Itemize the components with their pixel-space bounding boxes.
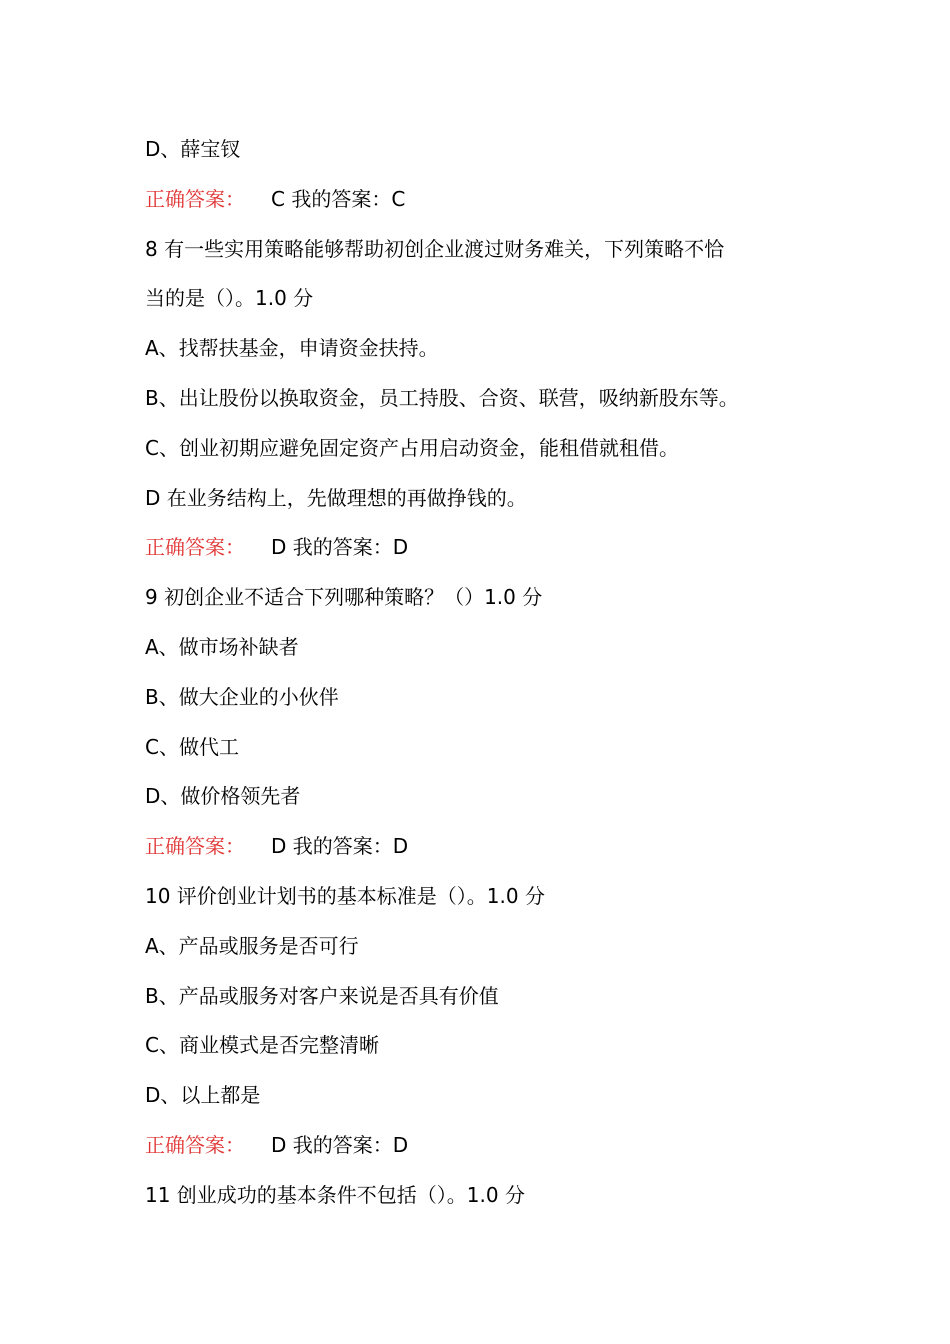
option-a-q8: A、找帮扶基金，申请资金扶持。: [145, 336, 439, 361]
option-b-q10: B、产品或服务对客户来说是否具有价值: [145, 983, 499, 1008]
document-page: [145, 125, 825, 1221]
correct-answer-label: 正确答案：: [145, 535, 245, 560]
question-10: 10 评价创业计划书的基本标准是（）。1.0 分: [145, 883, 545, 908]
answer-line-q9: [145, 822, 825, 872]
answer-line-q7: [145, 175, 825, 225]
option-b-q9: B、做大企业的小伙伴: [145, 684, 339, 709]
answer-line-q10: [145, 1121, 825, 1171]
answer-value: D 我的答案：D: [271, 535, 409, 560]
answer-value: D 我的答案：D: [271, 1132, 409, 1157]
question-8-line-1: 8 有一些实用策略能够帮助初创企业渡过财务难关，下列策略不恰: [145, 236, 725, 261]
answer-value: D 我的答案：D: [271, 834, 409, 859]
option-a-q9: A、做市场补缺者: [145, 634, 299, 659]
option-c-q9: C、做代工: [145, 734, 239, 759]
question-11: 11 创业成功的基本条件不包括（）。1.0 分: [145, 1182, 525, 1207]
answer-value: C 我的答案：C: [271, 186, 406, 211]
option-c-q10: C、商业模式是否完整清晰: [145, 1033, 379, 1058]
option-b-q8: B、出让股份以换取资金，员工持股、合资、联营，吸纳新股东等。: [145, 385, 739, 410]
question-9: 9 初创企业不适合下列哪种策略？（）1.0 分: [145, 585, 543, 610]
option-d-q8: D 在业务结构上，先做理想的再做挣钱的。: [145, 485, 527, 510]
option-d-q7: D、薛宝钗: [145, 137, 241, 161]
answer-line-q8: [145, 523, 825, 573]
option-c-q8: C、创业初期应避免固定资产占用启动资金，能租借就租借。: [145, 435, 679, 460]
correct-answer-label: 正确答案：: [145, 834, 245, 859]
option-d-q9: D、做价格领先者: [145, 784, 301, 809]
correct-answer-label: 正确答案：: [145, 186, 245, 211]
correct-answer-label: 正确答案：: [145, 1132, 245, 1157]
option-a-q10: A、产品或服务是否可行: [145, 933, 359, 958]
option-d-q10: D、以上都是: [145, 1083, 261, 1108]
question-8-line-2: 当的是（）。1.0 分: [145, 286, 314, 311]
